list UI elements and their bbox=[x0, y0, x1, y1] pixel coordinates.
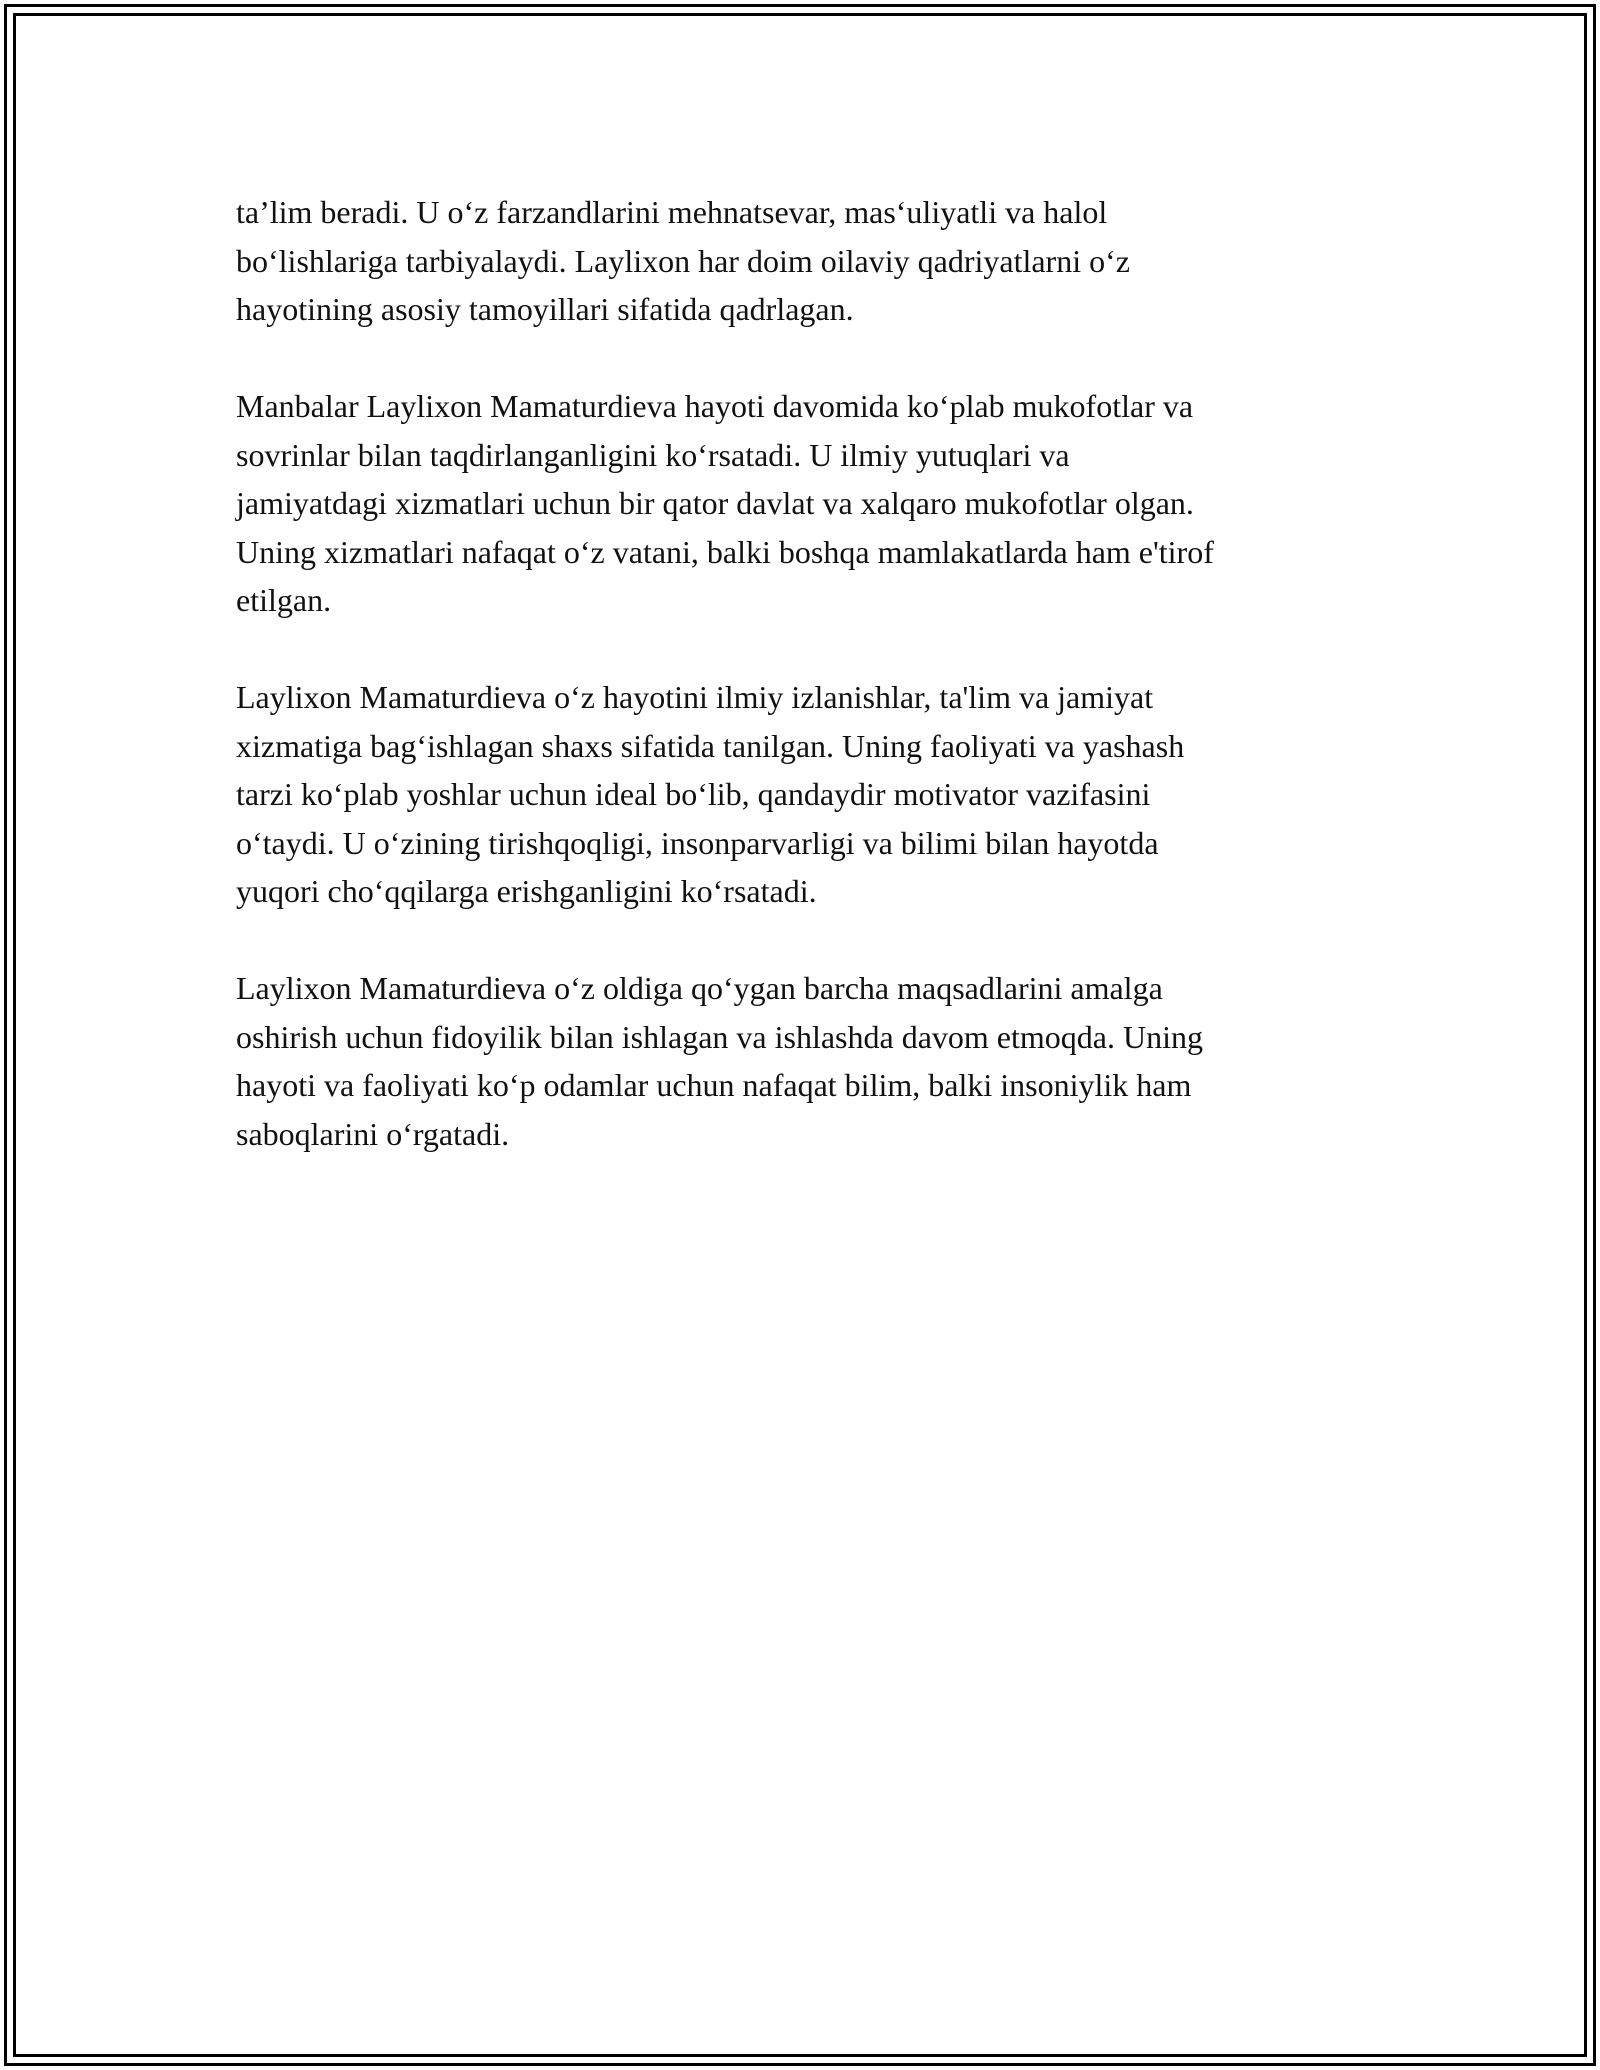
paragraph-2: Manbalar Laylixon Mamaturdieva hayoti davomida ko‘plab mukofotlar va sovrinlar bilan taqdirlanganligini ko‘rsatadi. U ilmiy yutuqlari va jamiyatdagi xizmatlari uchun bir qator davlat va xalqaro mukofotlar olgan. Uning xizmatlari nafaqat o‘z vatani, balki boshqa mamlakatlarda ham e'tirof etilgan. bbox=[236, 388, 1214, 618]
paragraph-1: ta’lim beradi. U o‘z farzandlarini mehnatsevar, mas‘uliyatli va halol bo‘lishlariga tarbiyalaydi. Laylixon har doim oilaviy qadriyatlarni o‘z hayotining asosiy tamoyillari sifatida qadrlagan. bbox=[236, 194, 1130, 327]
paragraph-3: Laylixon Mamaturdieva o‘z hayotini ilmiy izlanishlar, ta'lim va jamiyat xizmatiga bag‘ishlagan shaxs sifatida tanilgan. Uning faoliyati va yashash tarzi ko‘plab yoshlar uchun ideal bo‘lib, qandaydir motivator vazifasini o‘taydi. U o‘zining tirishqoqligi, insonparvarligi va bilimi bilan hayotda yuqori cho‘qqilarga erishganligini ko‘rsatadi. bbox=[236, 679, 1185, 909]
document-body bbox=[236, 188, 1376, 1207]
paragraph-4: Laylixon Mamaturdieva o‘z oldiga qo‘ygan barcha maqsadlarini amalga oshirish uchun fidoyilik bilan ishlagan va ishlashda davom etmoqda. Uning hayoti va faoliyati ko‘p odamlar uchun nafaqat bilim, balki insoniylik ham saboqlarini o‘rgatadi. bbox=[236, 970, 1203, 1152]
